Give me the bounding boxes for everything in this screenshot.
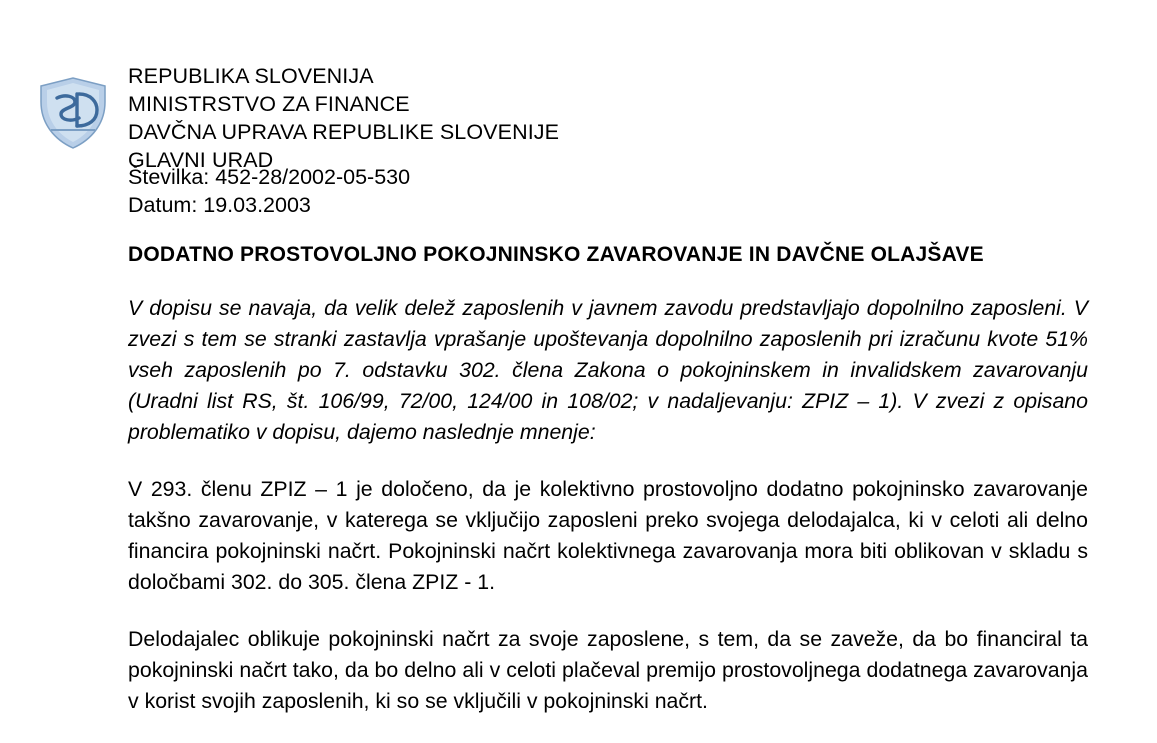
organization-block [128, 62, 559, 174]
organization-line-4: GLAVNI URAD [128, 148, 274, 172]
document-body [128, 293, 1157, 717]
paragraph-3: Delodajalec oblikuje pokojninski načrt za svoje zaposlene, s tem, da se zaveže, da bo financiral ta pokojninski načrt tako, da bo delno ali v celoti plačeval premijo prostovoljnega dodatnega zavarovanja v korist svojih zaposlenih, ki so se vključili v pokojninski načrt. [128, 627, 1088, 713]
document-date: Datum: 19.03.2003 [128, 193, 311, 217]
document-subject-title: DODATNO PROSTOVOLJNO POKOJNINSKO ZAVAROVANJE IN DAVČNE OLAJŠAVE [128, 243, 984, 266]
reference-block [128, 163, 410, 219]
paragraph-1: V dopisu se navaja, da velik delež zaposlenih v javnem zavodu predstavljajo dopolnilno zaposleni. V zvezi s tem se stranki zastavlja vprašanje upoštevanja dopolnilno zaposlenih pri izračunu kvote 51% vseh zaposlenih po 7. odstavku 302. člena Zakona o pokojninskem in invalidskem zavarovanju (Uradni list RS, št. 106/99, 72/00, 124/00 in 108/02; v nadaljevanju: ZPIZ – 1). V zvezi z opisano problematiko v dopisu, dajemo naslednje mnenje: [128, 296, 1088, 444]
organization-line-3: DAVČNA UPRAVA REPUBLIKE SLOVENIJE [128, 120, 560, 144]
slovenia-tax-administration-emblem-icon [33, 72, 113, 152]
organization-line-1: REPUBLIKA SLOVENIJA [128, 64, 374, 88]
paragraph-2: V 293. členu ZPIZ – 1 je določeno, da je kolektivno prostovoljno dodatno pokojninsko zavarovanje takšno zavarovanje, v katerega se vključijo zaposleni preko svojega delodajalca, ki v celoti ali delno financira pokojninski načrt. Pokojninski načrt kolektivnega zavarovanja mora biti oblikovan v skladu s določbami 302. do 305. člena ZPIZ - 1. [128, 477, 1088, 594]
organization-line-2: MINISTRSTVO ZA FINANCE [128, 92, 410, 116]
document-number: Številka: 452-28/2002-05-530 [128, 165, 411, 189]
